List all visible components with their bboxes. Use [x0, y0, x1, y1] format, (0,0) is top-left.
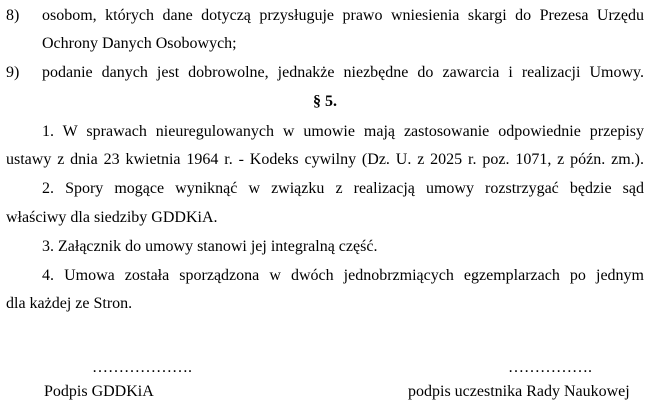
- list-item-number: 9): [6, 64, 20, 81]
- paragraph-line: 4. Umowa została sporządzona w dwóch jednobrzmiących egzemplarzach po jednym: [42, 267, 644, 284]
- paragraph-line: 3. Załącznik do umowy stanowi jej integralną część.: [42, 238, 378, 255]
- paragraph-line: 1. W sprawach nieuregulowanych w umowie mają zastosowanie odpowiednie przepisy: [42, 123, 644, 140]
- section-heading: § 5.: [313, 93, 337, 110]
- list-item: [6, 6, 644, 26]
- paragraph-line: 2. Spory mogące wyniknąć w związku z realizacją umowy rozstrzygać będzie sąd: [42, 180, 644, 197]
- paragraph-line: ustawy z dnia 23 kwietnia 1964 r. - Kodeks cywilny (Dz. U. z 2025 r. poz. 1071, z późn. zm.).: [6, 151, 644, 168]
- signature-line-right: …………….: [508, 359, 592, 376]
- signature-label-right: podpis uczestnika Rady Naukowej: [408, 383, 630, 400]
- paragraph-line: właściwy dla siedziby GDDKiA.: [6, 209, 218, 226]
- list-item-text: Ochrony Danych Osobowych;: [42, 35, 237, 52]
- list-item-continuation: [6, 34, 644, 54]
- list-item-number: 8): [6, 7, 20, 24]
- signature-label-left: Podpis GDDKiA: [44, 383, 154, 400]
- paragraph-line: dla każdej ze Stron.: [6, 295, 133, 312]
- list-item-text: osobom, których dane dotyczą przysługuje prawo wniesienia skargi do Prezesa Urzędu: [42, 7, 644, 24]
- list-item: [6, 63, 644, 83]
- signature-line-left: ……………….: [92, 359, 192, 376]
- list-item-text: podanie danych jest dobrowolne, jednakże niezbędne do zawarcia i realizacji Umowy.: [42, 64, 644, 81]
